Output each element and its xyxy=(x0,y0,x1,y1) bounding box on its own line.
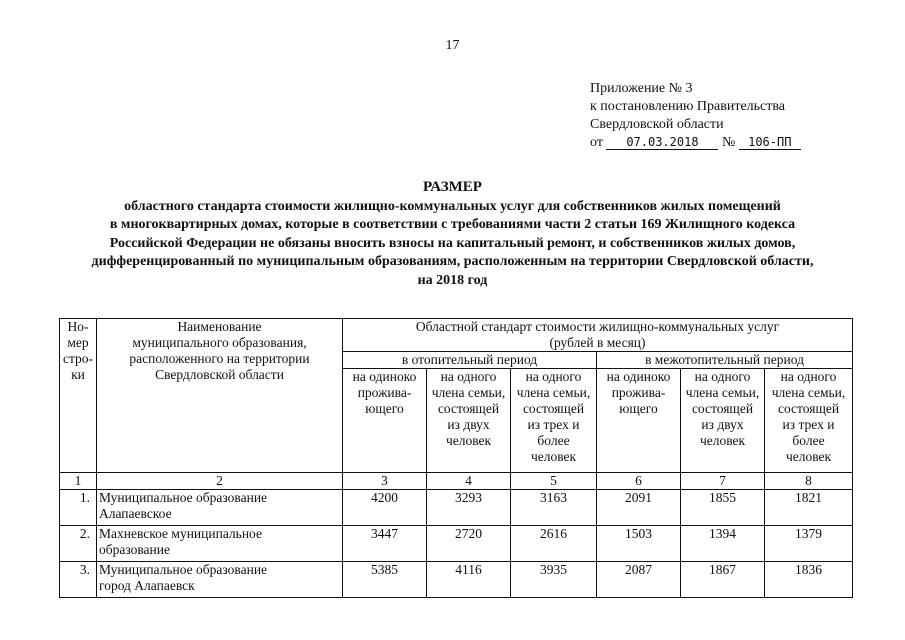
header-two-members: на одного члена семьи, состоящей из двух человек xyxy=(427,369,511,473)
value-cell: 3163 xyxy=(511,490,597,526)
title-main: РАЗМЕР xyxy=(423,179,482,195)
header-standard: Областной стандарт стоимости жилищно-коммунальных услуг (рублей в месяц) xyxy=(343,319,853,352)
header-three-members: на одного члена семьи, состоящей из трех и более человек xyxy=(511,369,597,473)
header-two-members: на одного члена семьи, состоящей из двух человек xyxy=(681,369,765,473)
value-cell: 1836 xyxy=(765,562,853,598)
value-cell: 3293 xyxy=(427,490,511,526)
value-cell: 2091 xyxy=(597,490,681,526)
document-title xyxy=(0,178,905,290)
header-single: на одиноко прожива- ющего xyxy=(597,369,681,473)
value-cell: 4200 xyxy=(343,490,427,526)
header-single: на одиноко прожива- ющего xyxy=(343,369,427,473)
row-number: 2. xyxy=(60,526,97,562)
title-line: в многоквартирных домах, которые в соответствии с требованиями части 2 статьи 169 Жилищного кодекса xyxy=(109,217,796,232)
annex-date-line xyxy=(590,134,801,152)
value-cell: 1379 xyxy=(765,526,853,562)
row-number: 3. xyxy=(60,562,97,598)
header-municipality: Наименование муниципального образования, расположенного на территории Свердловской области xyxy=(97,319,343,473)
title-line: областного стандарта стоимости жилищно-коммунальных услуг для собственников жилых помещений xyxy=(124,198,781,214)
from-label: от xyxy=(590,135,603,150)
annex-line: к постановлению Правительства xyxy=(590,99,786,114)
annex-line: Свердловской области xyxy=(590,117,724,132)
value-cell: 1867 xyxy=(681,562,765,598)
column-number-row: 1 2 3 4 5 6 7 8 xyxy=(60,473,853,490)
municipality-name: Муниципальное образование город Алапаевск xyxy=(97,562,343,598)
value-cell: 1821 xyxy=(765,490,853,526)
value-cell: 1394 xyxy=(681,526,765,562)
municipality-name: Махневское муниципальное образование xyxy=(97,526,343,562)
resolution-number: 106-ПП xyxy=(739,135,801,150)
title-line: на 2018 год xyxy=(417,272,488,288)
header-row-number: Но- мер стро- ки xyxy=(60,319,97,473)
title-line: Российской Федерации не обязаны вносить взносы на капитальный ремонт, и собственников жилых домов, xyxy=(109,235,796,251)
value-cell: 2616 xyxy=(511,526,597,562)
header-three-members: на одного члена семьи, состоящей из трех и более человек xyxy=(765,369,853,473)
page-number: 17 xyxy=(445,38,460,53)
value-cell: 1855 xyxy=(681,490,765,526)
number-label: № xyxy=(721,135,736,150)
value-cell: 4116 xyxy=(427,562,511,598)
value-cell: 1503 xyxy=(597,526,681,562)
standard-cost-table xyxy=(59,318,853,598)
municipality-name: Муниципальное образование Алапаевское xyxy=(97,490,343,526)
header-nonheating-period: в межотопительный период xyxy=(597,352,853,369)
annex-line: Приложение № 3 xyxy=(590,81,693,96)
table-row xyxy=(60,526,853,562)
header-heating-period: в отопительный период xyxy=(343,352,597,369)
value-cell: 3935 xyxy=(511,562,597,598)
row-number: 1. xyxy=(60,490,97,526)
annex-block xyxy=(590,80,801,152)
value-cell: 3447 xyxy=(343,526,427,562)
table-row xyxy=(60,490,853,526)
table-row xyxy=(60,562,853,598)
value-cell: 5385 xyxy=(343,562,427,598)
title-line: дифференцированный по муниципальным образованиям, расположенным на территории Свердловской области, xyxy=(91,254,814,269)
value-cell: 2720 xyxy=(427,526,511,562)
resolution-date: 07.03.2018 xyxy=(606,135,718,150)
value-cell: 2087 xyxy=(597,562,681,598)
